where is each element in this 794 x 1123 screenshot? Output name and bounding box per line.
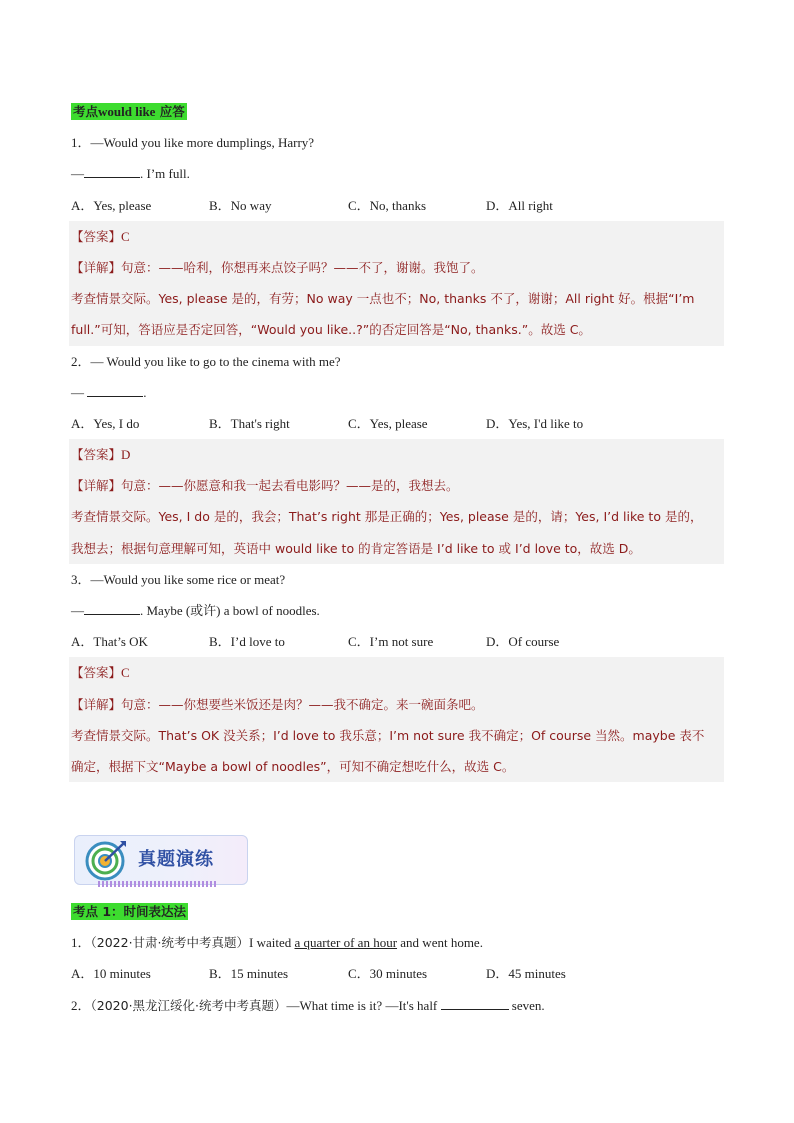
answer-blank [441,997,509,1010]
detail-line: 确定，根据下文“Maybe a bowl of noodles”，可知不确定想吃什么，故选 C。 [71,758,515,774]
option-b: B．That's right [209,415,290,431]
option-d: D．45 minutes [486,966,566,982]
section-banner [74,831,249,887]
answer-blank [84,165,140,178]
answer-blank [87,384,143,397]
option-a: A．Yes, please [71,197,152,213]
option-c: C．Yes, please [348,415,428,431]
option-a: A．10 minutes [71,966,151,982]
section-heading [71,896,724,927]
question-reply: — . Maybe (或许) a bowl of noodles. [71,603,320,618]
question-reply: — . I’m full. [71,166,190,182]
question-stem: 2．（2020·黑龙江绥化·统考中考真题）—What time is it? —It's half seven. [71,997,545,1013]
question-stem: 2．— Would you like to go to the cinema with me? [71,353,341,369]
topic-tag: 考点 1：时间表达法 [73,904,187,919]
detail-line: 考查情景交际。Yes, please 是的，有劳；No way 一点也不；No, thanks 不了，谢谢；All right 好。根据“I’m [71,291,695,307]
options-row [71,408,724,439]
detail-line: full.”可知，答语应是否定回答，“Would you like..?”的否定回答是“No, thanks.”。故选 C。 [71,322,591,338]
option-c: C．I’m not sure [348,634,434,650]
option-b: B．15 minutes [209,966,289,982]
options-row [71,190,724,221]
option-b: B．No way [209,197,272,213]
answer-line: 【答案】D [71,447,131,463]
option-d: D．Of course [486,634,560,650]
answer-block [69,439,724,564]
detail-line: 【详解】句意：——你想要些米饭还是肉？——我不确定。来一碗面条吧。 [71,696,484,712]
detail-line: 我想去；根据句意理解可知，英语中 would like to 的肯定答语是 I’d like to 或 I’d love to，故选 D。 [71,540,641,556]
detail-line: 【详解】句意：——你愿意和我一起去看电影吗？——是的，我想去。 [71,478,459,494]
option-a: A．That’s OK [71,634,148,650]
option-a: A．Yes, I do [71,415,140,431]
target-icon [84,837,130,883]
option-b: B．I’d love to [209,634,285,650]
answer-block [69,221,724,346]
options-row [71,958,724,989]
option-d: D．Yes, I'd like to [486,415,584,431]
option-d: D．All right [486,197,553,213]
question-stem: 1．—Would you like more dumplings, Harry? [71,135,315,151]
document-page [71,96,724,782]
answer-block [69,657,724,782]
topic-tag: 考点would like 应答 [73,104,185,119]
banner-title: 真题演练 [138,849,214,870]
detail-line: 考查情景交际。Yes, I do 是的，我会；That’s right 那是正确的；Yes, please 是的，请；Yes, I’d like to 是的， [71,509,703,525]
answer-blank [84,602,140,615]
section-heading [71,96,724,127]
question-reply: — . [71,384,147,400]
option-c: C．30 minutes [348,966,428,982]
question-stem: 3．—Would you like some rice or meat? [71,571,286,587]
options-row [71,626,724,657]
detail-line: 考查情景交际。That’s OK 没关系；I’d love to 我乐意；I’m not sure 我不确定；Of course 当然。maybe 表不 [71,727,705,743]
answer-line: 【答案】C [71,665,130,681]
detail-line: 【详解】句意：——哈利，你想再来点饺子吗？——不了，谢谢。我饱了。 [71,259,484,275]
practice-section [71,896,724,1021]
question-stem: 1．（2022·甘肃·统考中考真题）I waited a quarter of an hour and went home. [71,935,483,951]
option-c: C．No, thanks [348,197,427,213]
banner-stripes [98,881,218,887]
answer-line: 【答案】C [71,228,130,244]
